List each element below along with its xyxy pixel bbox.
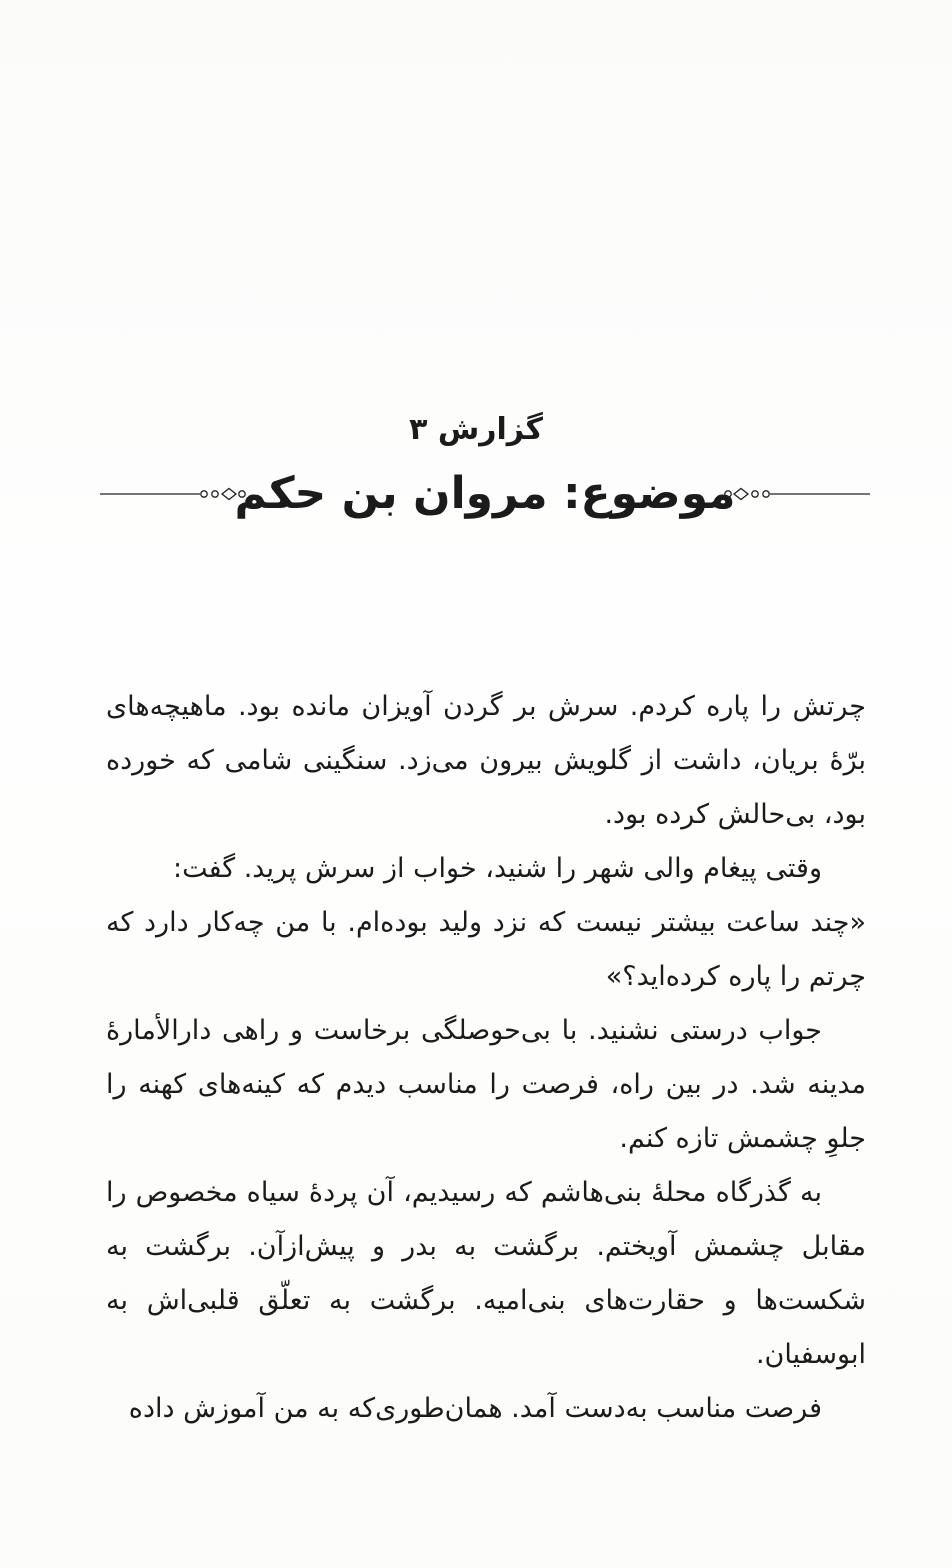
paragraph: چرتش را پاره کردم. سرش بر گردن آویزان مانده بود. ماهیچه‌های برّهٔ بریان، داشت از گلویش بیرون می‌زد. سنگینی شامی که خورده بود، بی‌حالش کرده بود. (106, 691, 866, 830)
chapter-title-row (100, 462, 870, 532)
chapter-label: گزارش ۳ (409, 412, 543, 447)
chapter-title: موضوع: مروان بن حکم (234, 468, 736, 519)
paragraph: فرصت مناسب به‌دست آمد. همان‌طوری‌که به من آموزش داده (128, 1393, 822, 1424)
right-ornament-icon (710, 486, 870, 502)
paragraph: به گذرگاه محلهٔ بنی‌هاشم که رسیدیم، آن پردهٔ سیاه مخصوص را مقابل چشمش آویختم. برگشت به بدر و پیش‌ازآن. برگشت به شکست‌ها و حقارت‌های بنی‌امیه. برگشت به تعلّق قلبی‌اش به ابوسفیان. (106, 1177, 866, 1370)
paragraph: جواب درستی نشنید. با بی‌حوصلگی برخاست و راهی دارالأمارهٔ مدینه شد. در بین راه، فرصت را مناسب دیدم که کینه‌های کهنه را جلوِ چشمش تازه کنم. (106, 1015, 866, 1154)
body-text (106, 680, 866, 1436)
paragraph: وقتی پیغام والی شهر را شنید، خواب از سرش پرید. گفت: (172, 853, 822, 884)
paragraph: «چند ساعت بیشتر نیست که نزد ولید بوده‌ام. با من چه‌کار دارد که چرتم را پاره کرده‌اید؟» (106, 907, 866, 992)
